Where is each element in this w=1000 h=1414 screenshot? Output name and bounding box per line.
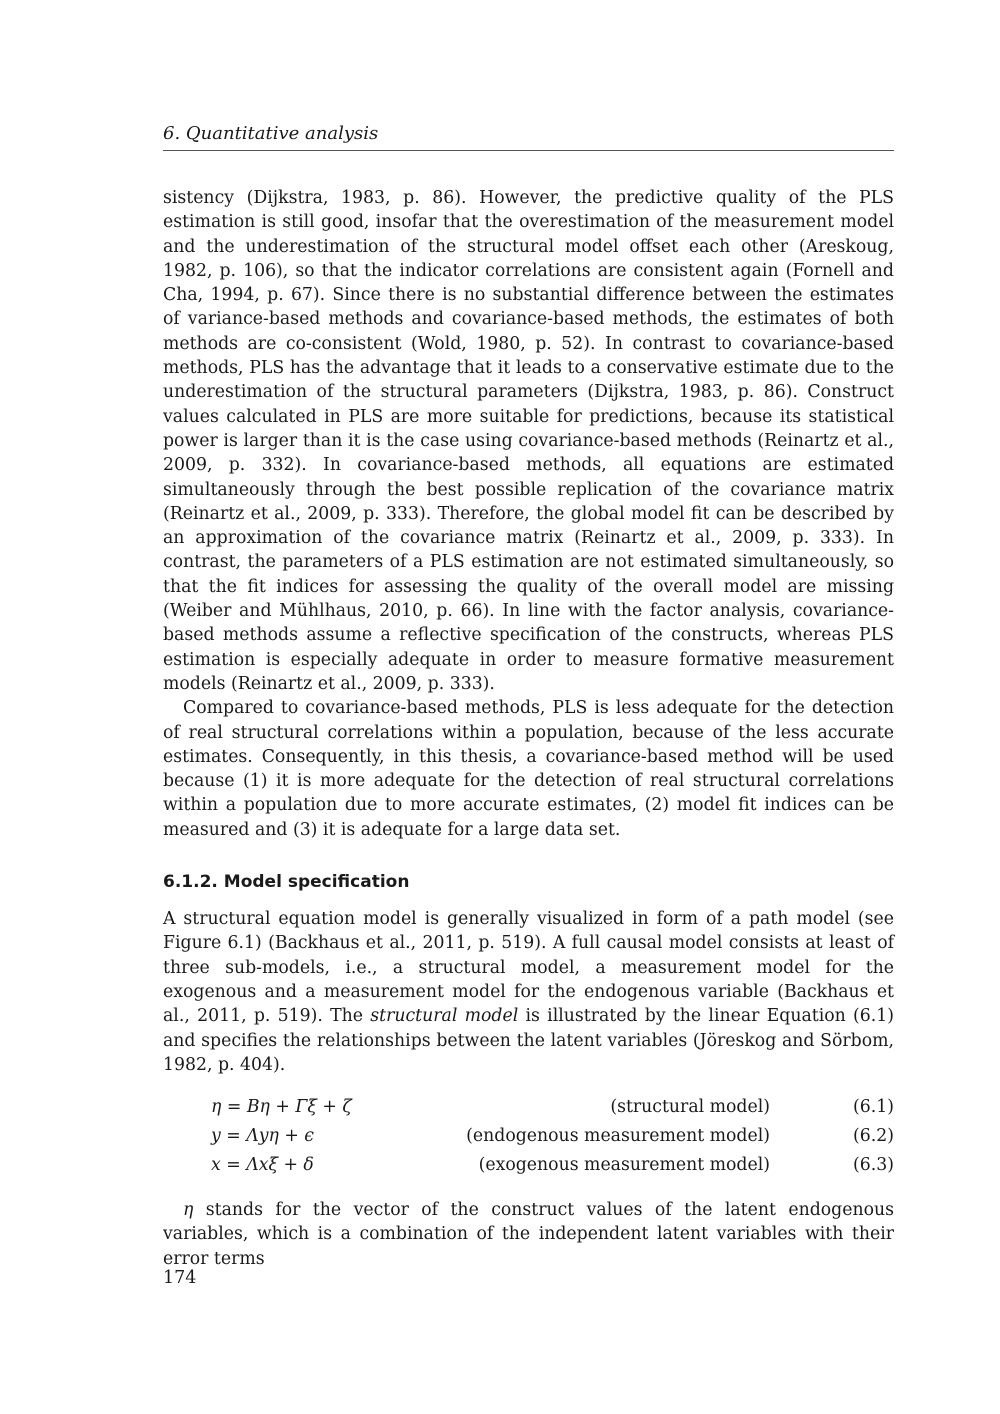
intro-text: A structural equation model is generally visualized in form of a path model (see Figure 6.1) (Backhaus et al., 2011, p. 519). A full causal model consists at least of three sub-models, i.e., a structural model, a measurement model for the exogenous and a measurement model for the endogenous variable (Backhaus et al., 2011, p. 519). The [163,909,894,1027]
intro-emphasis: structural model [370,1006,519,1027]
equation-formula: η = Bη + Γξ + ζ [211,1097,352,1118]
intro-text: is illustrated by the linear Equation (6.1) and specifies the relationships between the latent variables (Jöreskog and Sörbom, 1982, p. 404). [163,1006,895,1075]
section-intro-paragraph [163,907,894,1077]
equation-number: (6.1) [853,1097,894,1118]
equation-row [163,1122,894,1151]
body-text [163,186,894,1271]
paragraph: sistency (Dijkstra, 1983, p. 86). However, the predictive quality of the PLS estimation is still good, insofar that the overestimation of the measurement model and the underestimation of the structural model offset each other (Areskoug, 1982, p. 106), so that the indicator correlations are consistent again (Fornell and Cha, 1994, p. 67). Since there is no substantial difference between the estimates of variance-based methods and covariance-based methods, the estimates of both methods are co-consistent (Wold, 1980, p. 52). In contrast to covariance-based methods, PLS has the advantage that it leads to a conservative estimate due to the underestimation of the structural parameters (Dijkstra, 1983, p. 86). Construct values calculated in PLS are more suitable for predictions, because its statistical power is larger than it is the case using covariance-based methods (Reinartz et al., 2009, p. 332). In covariance-based methods, all equations are estimated simultaneously through the best possible replication of the covariance matrix (Reinartz et al., 2009, p. 333). Therefore, the global model fit can be described by an approximation of the covariance matrix (Reinartz et al., 2009, p. 333). In contrast, the parameters of a PLS estimation are not estimated simultaneously, so that the fit indices for assessing the quality of the overall model are missing (Weiber and Mühlhaus, 2010, p. 66). In line with the factor analysis, covariance-based methods assume a reflective specification of the constructs, whereas PLS estimation is especially adequate in order to measure formative measurement models (Reinartz et al., 2009, p. 333). [163,188,894,694]
equation-description: (exogenous measurement model) [478,1155,770,1176]
equation-row [163,1093,894,1122]
eta-symbol: η [183,1200,194,1221]
equation-description: (endogenous measurement model) [466,1126,770,1147]
equation-block [163,1093,894,1180]
closing-paragraph [163,1198,894,1271]
equation-number: (6.3) [853,1155,894,1176]
paragraph: Compared to covariance-based methods, PLS is less adequate for the detection of real structural correlations within a population, because of the less accurate estimates. Consequently, in this thesis, a covariance-based method will be used because (1) it is more adequate for the detection of real structural correlations within a population due to more accurate estimates, (2) model fit indices can be measured and (3) it is adequate for a large data set. [163,698,894,840]
equation-row [163,1151,894,1180]
section-heading: 6.1.2. Model specification [163,872,410,893]
running-head: 6. Quantitative analysis [163,122,894,151]
equation-formula: y = Λyη + ϵ [211,1126,314,1147]
equation-number: (6.2) [853,1126,894,1147]
equation-formula: x = Λxξ + δ [211,1155,314,1176]
closing-text: stands for the vector of the construct values of the latent endogenous variables, which is a combination of the independent latent variables with their error terms [163,1200,894,1269]
equation-description: (structural model) [610,1097,770,1118]
page-number: 174 [163,1268,197,1288]
